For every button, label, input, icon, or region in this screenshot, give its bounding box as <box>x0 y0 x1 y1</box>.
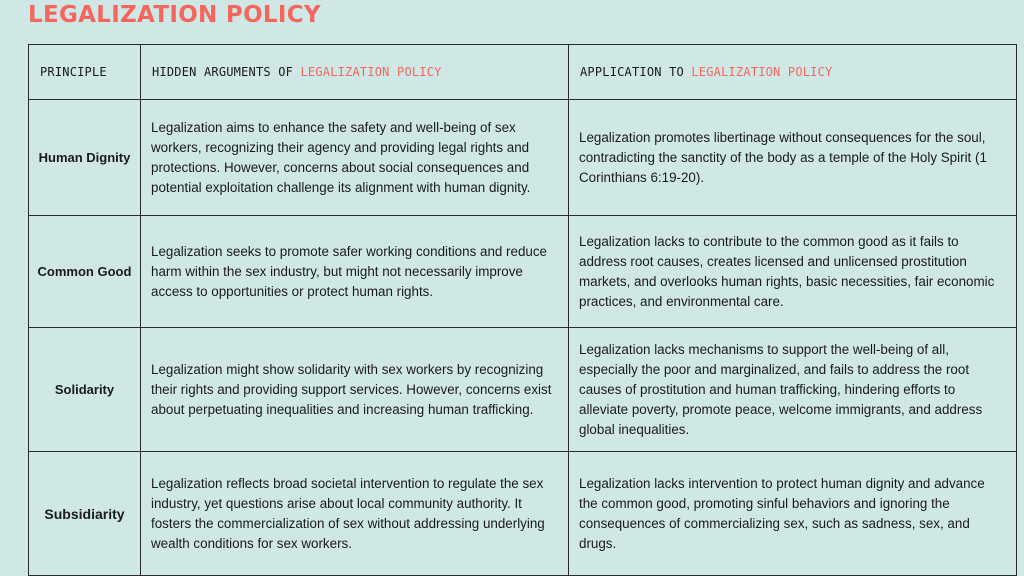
table-row <box>29 216 1017 328</box>
header-application-accent: LEGALIZATION POLICY <box>691 65 833 79</box>
header-hidden-arguments <box>141 45 569 100</box>
table-header-row <box>29 45 1017 100</box>
header-application-prefix: APPLICATION TO <box>580 65 692 79</box>
header-principle: PRINCIPLE <box>29 45 141 100</box>
table-row <box>29 452 1017 576</box>
hidden-arguments-cell: Legalization reflects broad societal intervention to regulate the sex industry, yet questions arise about local community authority. It fosters the commercialization of sex without addressing underlying wealth conditions for sex workers. <box>141 452 569 576</box>
hidden-arguments-cell: Legalization seeks to promote safer working conditions and reduce harm within the sex industry, but might not necessarily improve access to opportunities or protect human rights. <box>141 216 569 328</box>
header-hidden-accent: LEGALIZATION POLICY <box>300 65 442 79</box>
application-cell: Legalization lacks intervention to protect human dignity and advance the common good, promoting sinful behaviors and ignoring the consequences of commercializing sex, such as sadness, sex, and drugs. <box>569 452 1017 576</box>
principle-cell: Subsidiarity <box>29 452 141 576</box>
principle-cell: Common Good <box>29 216 141 328</box>
table-row <box>29 100 1017 216</box>
header-application <box>569 45 1017 100</box>
application-cell: Legalization lacks mechanisms to support the well-being of all, especially the poor and marginalized, and fails to address the root causes of prostitution and human trafficking, hindering efforts to alleviate poverty, promote peace, welcome immigrants, and address global inequalities. <box>569 328 1017 452</box>
hidden-arguments-cell: Legalization might show solidarity with sex workers by recognizing their rights and providing support services. However, concerns exist about perpetuating inequalities and increasing human trafficking. <box>141 328 569 452</box>
application-cell: Legalization promotes libertinage without consequences for the soul, contradicting the sanctity of the body as a temple of the Holy Spirit (1 Corinthians 6:19-20). <box>569 100 1017 216</box>
principle-cell: Human Dignity <box>29 100 141 216</box>
hidden-arguments-cell: Legalization aims to enhance the safety and well-being of sex workers, recognizing their agency and providing legal rights and protections. However, concerns about social consequences and potential exploitation challenge its alignment with human dignity. <box>141 100 569 216</box>
principle-cell: Solidarity <box>29 328 141 452</box>
table-row <box>29 328 1017 452</box>
application-cell: Legalization lacks to contribute to the common good as it fails to address root causes, creates licensed and unlicensed prostitution markets, and overlooks human rights, basic necessities, fair economic practices, and environmental care. <box>569 216 1017 328</box>
principles-table <box>28 44 1017 576</box>
header-hidden-prefix: HIDDEN ARGUMENTS OF <box>152 65 301 79</box>
page-title: LEGALIZATION POLICY <box>28 2 321 28</box>
